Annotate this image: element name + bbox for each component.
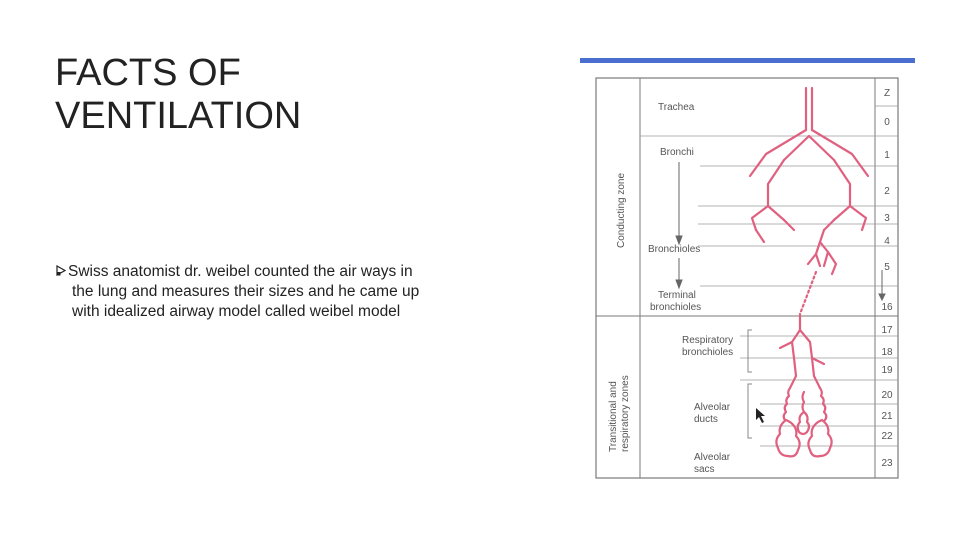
gen-22: 22 (881, 431, 893, 442)
gen-19: 19 (881, 365, 893, 376)
gen-1: 1 (884, 150, 890, 161)
label-brackets (748, 330, 752, 438)
label-terminal-1: Terminal (658, 290, 696, 301)
label-bronchioles: Bronchioles (648, 244, 701, 255)
label-alveolar-sacs-1: Alveolar (694, 452, 731, 463)
label-alveolar-ducts-2: ducts (694, 414, 718, 425)
bullet-line-2: the lung and measures their sizes and he came up (72, 283, 420, 300)
cursor-icon (756, 408, 765, 423)
label-respiratory-2: bronchioles (682, 347, 734, 358)
label-alveolar-sacs-2: sacs (694, 464, 715, 475)
gen-5: 5 (884, 262, 890, 273)
weibel-airway-diagram (580, 58, 916, 482)
label-alveolar-ducts-1: Alveolar (694, 402, 731, 413)
title-line-2: VENTILATION (55, 95, 302, 137)
progression-arrows (676, 162, 885, 300)
label-bronchi: Bronchi (660, 147, 694, 158)
gen-16: 16 (881, 302, 893, 313)
diagram-frame (596, 78, 898, 478)
bullet-point (56, 262, 496, 322)
label-trachea: Trachea (658, 102, 695, 113)
gen-2: 2 (884, 186, 890, 197)
conducting-zone-label: Conducting zone (616, 172, 627, 248)
transitional-zone-label-1: Transitional and (608, 381, 619, 452)
airway-diagram-svg (580, 58, 916, 482)
slide-title (55, 52, 475, 138)
label-respiratory-1: Respiratory (682, 335, 734, 346)
gen-21: 21 (881, 411, 893, 422)
gen-4: 4 (884, 236, 890, 247)
bullet-line-1: Swiss anatomist dr. weibel counted the air ways in (68, 263, 413, 280)
top-bar (580, 58, 915, 63)
transitional-zone-label-2: respiratory zones (620, 375, 631, 452)
checkbox-bullet-icon (56, 262, 66, 282)
gen-23: 23 (881, 458, 893, 469)
label-terminal-2: bronchioles (650, 302, 702, 313)
gen-18: 18 (881, 347, 893, 358)
gen-20: 20 (881, 390, 893, 401)
gen-17: 17 (881, 325, 893, 336)
z-header: Z (883, 88, 891, 99)
title-line-1: FACTS OF (55, 52, 241, 94)
gen-0: 0 (884, 117, 890, 128)
bullet-line-3: with idealized airway model called weibel model (72, 303, 401, 320)
gen-3: 3 (884, 213, 890, 224)
airway-tree (750, 88, 868, 456)
